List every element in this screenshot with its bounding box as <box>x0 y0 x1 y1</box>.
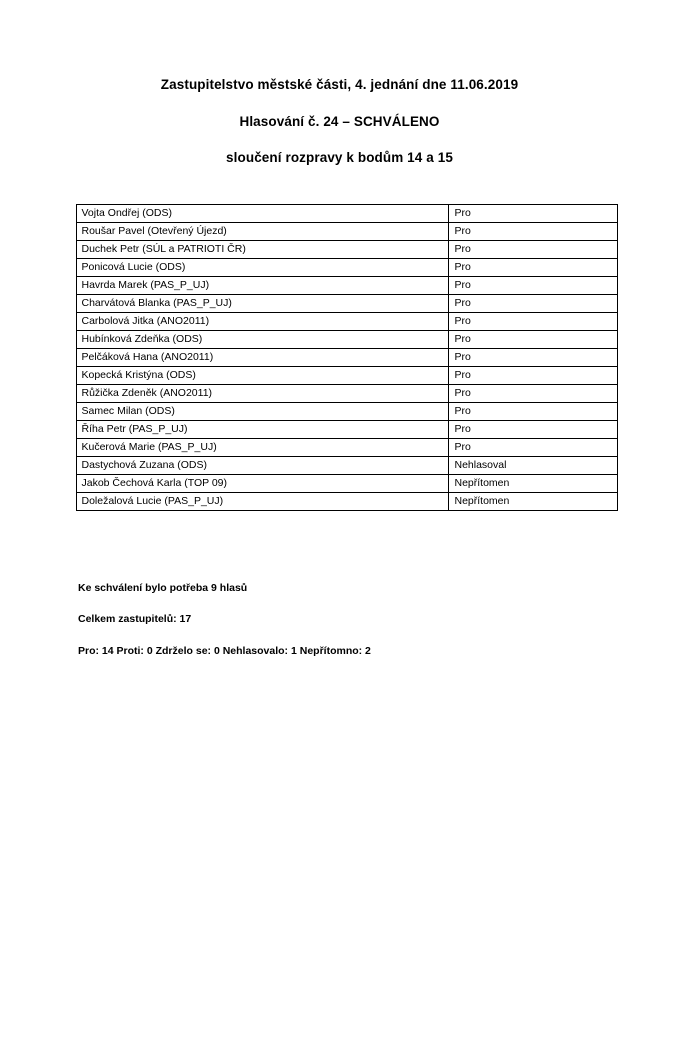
member-vote: Pro <box>448 366 617 384</box>
member-vote: Pro <box>448 330 617 348</box>
member-vote: Pro <box>448 348 617 366</box>
table-row <box>76 402 617 420</box>
member-name: Růžička Zdeněk (ANO2011) <box>76 384 448 402</box>
member-vote: Pro <box>448 438 617 456</box>
total-members: Celkem zastupitelů: 17 <box>78 613 192 625</box>
table-row <box>76 438 617 456</box>
table-row <box>76 240 617 258</box>
member-name: Havrda Marek (PAS_P_UJ) <box>76 276 448 294</box>
member-name: Dastychová Zuzana (ODS) <box>76 456 448 474</box>
table-row <box>76 492 617 510</box>
member-name: Jakob Čechová Karla (TOP 09) <box>76 474 448 492</box>
table-row <box>76 384 617 402</box>
vote-table <box>76 204 618 511</box>
member-vote: Pro <box>448 402 617 420</box>
vote-summary <box>78 583 679 657</box>
page-title: Zastupitelstvo městské části, 4. jednání dne 11.06.2019 <box>160 77 519 92</box>
member-vote: Pro <box>448 384 617 402</box>
member-name: Pelčáková Hana (ANO2011) <box>76 348 448 366</box>
vote-subtitle: Hlasování č. 24 – SCHVÁLENO <box>239 113 440 129</box>
table-row <box>76 348 617 366</box>
member-name: Duchek Petr (SÚL a PATRIOTI ČR) <box>76 240 448 258</box>
document-headings <box>0 78 679 165</box>
table-row <box>76 258 617 276</box>
member-name: Ponicová Lucie (ODS) <box>76 258 448 276</box>
table-row <box>76 420 617 438</box>
member-name: Říha Petr (PAS_P_UJ) <box>76 420 448 438</box>
vote-topic: sloučení rozpravy k bodům 14 a 15 <box>226 150 453 165</box>
table-row <box>76 276 617 294</box>
member-vote: Pro <box>448 204 617 222</box>
member-name: Vojta Ondřej (ODS) <box>76 204 448 222</box>
table-row <box>76 204 617 222</box>
member-vote: Pro <box>448 258 617 276</box>
required-votes: Ke schválení bylo potřeba 9 hlasů <box>78 581 248 594</box>
table-row <box>76 456 617 474</box>
member-vote: Nepřítomen <box>448 492 617 510</box>
member-vote: Pro <box>448 312 617 330</box>
member-name: Samec Milan (ODS) <box>76 402 448 420</box>
table-row <box>76 366 617 384</box>
member-vote: Nepřítomen <box>448 474 617 492</box>
table-row <box>76 330 617 348</box>
member-vote: Pro <box>448 222 617 240</box>
member-vote: Pro <box>448 276 617 294</box>
member-vote: Pro <box>448 294 617 312</box>
table-row <box>76 312 617 330</box>
member-vote: Nehlasoval <box>448 456 617 474</box>
member-name: Kopecká Kristýna (ODS) <box>76 366 448 384</box>
vote-results: Pro: 14 Proti: 0 Zdrželo se: 0 Nehlasovalo: 1 Nepřítomno: 2 <box>78 644 371 657</box>
vote-table-body <box>76 204 617 510</box>
member-name: Carbolová Jitka (ANO2011) <box>76 312 448 330</box>
member-vote: Pro <box>448 240 617 258</box>
table-row <box>76 222 617 240</box>
member-name: Roušar Pavel (Otevřený Újezd) <box>76 222 448 240</box>
member-vote: Pro <box>448 420 617 438</box>
member-name: Charvátová Blanka (PAS_P_UJ) <box>76 294 448 312</box>
member-name: Kučerová Marie (PAS_P_UJ) <box>76 438 448 456</box>
table-row <box>76 474 617 492</box>
vote-table-container <box>76 204 604 511</box>
member-name: Doležalová Lucie (PAS_P_UJ) <box>76 492 448 510</box>
document-page <box>0 78 679 1038</box>
member-name: Hubínková Zdeňka (ODS) <box>76 330 448 348</box>
table-row <box>76 294 617 312</box>
